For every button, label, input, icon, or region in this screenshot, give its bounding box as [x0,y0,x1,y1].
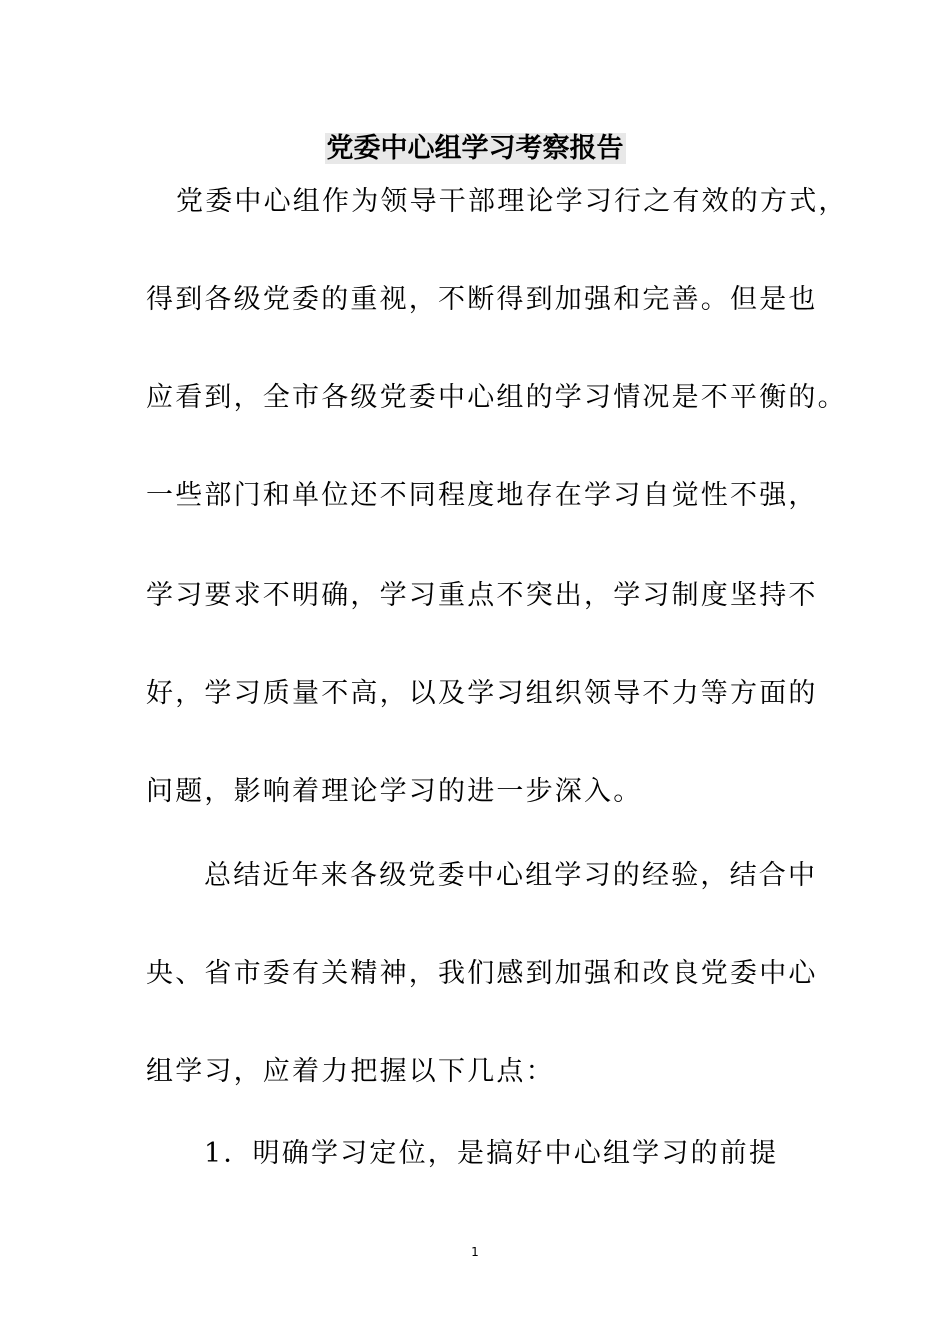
paragraph-line-1: 党委中心组作为领导干部理论学习行之有效的方式， [176,186,848,217]
paragraph-line-9: 央、省市委有关精神，我们感到加强和改良党委中心 [146,958,818,989]
paragraph-line-5: 学习要求不明确，学习重点不突出，学习制度坚持不 [146,580,818,611]
paragraph-line-7: 问题，影响着理论学习的进一步深入。 [146,776,643,807]
document-title [0,131,950,167]
paragraph-line-8: 总结近年来各级党委中心组学习的经验，结合中 [204,860,818,891]
paragraph-line-6: 好，学习质量不高，以及学习组织领导不力等方面的 [146,678,818,709]
paragraph-line-2: 得到各级党委的重视，不断得到加强和完善。但是也 [146,284,818,315]
paragraph-line-4: 一些部门和单位还不同程度地存在学习自觉性不强， [146,480,818,511]
section-heading-1: 1．明确学习定位，是搞好中心组学习的前提 [204,1138,779,1169]
paragraph-line-3: 应看到，全市各级党委中心组的学习情况是不平衡的。 [146,382,847,413]
paragraph-line-10: 组学习，应着力把握以下几点： [146,1056,555,1087]
page-number: 1 [471,1245,479,1259]
document-title-text: 党委中心组学习考察报告 [326,133,624,164]
